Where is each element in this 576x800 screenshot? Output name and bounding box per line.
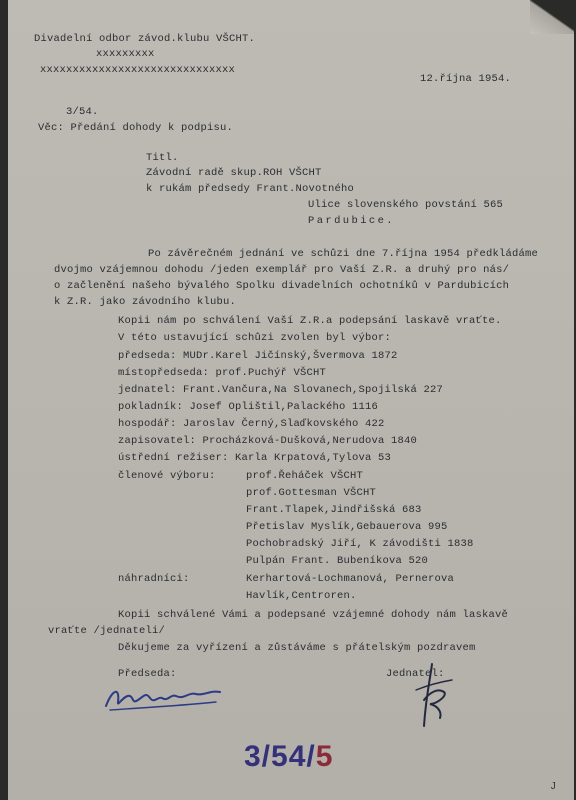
address-recipient: Závodní radě skup.ROH VŠCHT [146,167,322,179]
alternate-member: Havlík,Centroren. [246,590,357,602]
committee-member: prof.Řeháček VŠCHT [246,470,364,482]
secretary-signature [396,660,466,734]
committee-role: jednatel: Frant.Vančura,Na Slovanech,Spojilská 227 [118,384,444,396]
members-label: členové výboru: [118,470,216,482]
closing-line: vraťte /jednateli/ [48,625,166,637]
body-line: dvojmo vzájemnou dohodu /jeden exemplář pro Vaší Z.R. a druhý pro nás/ [54,264,510,276]
address-city: Pardubice. [308,215,396,227]
body-line: Po závěrečném jednání ve schůzi dne 7.října 1954 předkládáme [148,248,539,260]
committee-role: pokladník: Josef Oplištil,Palackého 1116 [118,401,379,413]
sender-org: Divadelní odbor závod.klubu VŠCHT. [34,33,256,45]
chairman-signature [98,672,238,718]
body-line: o začlenění našeho bývalého Spolku divadelních ochotníků v Pardubicích [54,280,510,292]
stamp-number: 3/54/ [244,740,316,773]
alternates-label: náhradníci: [118,573,190,585]
struck-line-long: xxxxxxxxxxxxxxxxxxxxxxxxxxxxxx [40,64,236,76]
committee-member: Pulpán Frant. Bubeníkova 520 [246,555,429,567]
committee-role: zapisovatel: Procházková-Dušková,Nerudova 1840 [118,435,418,447]
page-mark: J [550,781,556,792]
committee-member: Frant.Tlapek,Jindřišská 683 [246,504,422,516]
alternate-member: Kerhartová-Lochmanová, Pernerova [246,573,455,585]
chairman-label: Předseda: [118,668,177,680]
struck-line-short: xxxxxxxxx [96,48,155,60]
closing-line: Kopii schválené Vámi a podepsané vzájemné dohody nám laskavě [118,609,509,621]
letter-sheet [8,0,574,800]
address-street: Ulice slovenského povstání 565 [308,199,504,211]
body-line: k Z.R. jako závodního klubu. [54,296,237,308]
stamp-sheet-number: 5 [315,740,334,773]
committee-role: hospodář: Jaroslav Černý,Slaďkovského 422 [118,418,385,430]
closing-line: Děkujeme za vyřízení a zůstáváme s přátelským pozdravem [118,642,476,654]
letter-date: 12.října 1954. [420,73,512,85]
committee-member: Přetislav Myslík,Gebauerova 995 [246,521,448,533]
folded-corner [530,0,574,34]
committee-member: Pochobradský Jiří, K závodišti 1838 [246,538,474,550]
reference-number: 3/54. [66,106,99,118]
subject-line: Věc: Předání dohody k podpisu. [38,122,234,134]
registry-stamp [244,740,333,774]
body-line: V této ustavující schůzi zvolen byl výbor: [118,332,392,344]
address-attention: k rukám předsedy Frant.Novotného [146,183,355,195]
committee-role: předseda: MUDr.Karel Jičínský,Švermova 1872 [118,350,398,362]
body-line: Kopii nám po schválení Vaší Z.R.a podepsání laskavě vraťte. [118,315,502,327]
committee-member: prof.Gottesman VŠCHT [246,487,377,499]
secretary-label: Jednatel: [386,668,445,680]
committee-role: ústřední režiser: Karla Krpatová,Tylova 53 [118,452,392,464]
committee-role: místopředseda: prof.Puchýř VŠCHT [118,367,327,379]
address-salutation: Titl. [146,152,179,164]
